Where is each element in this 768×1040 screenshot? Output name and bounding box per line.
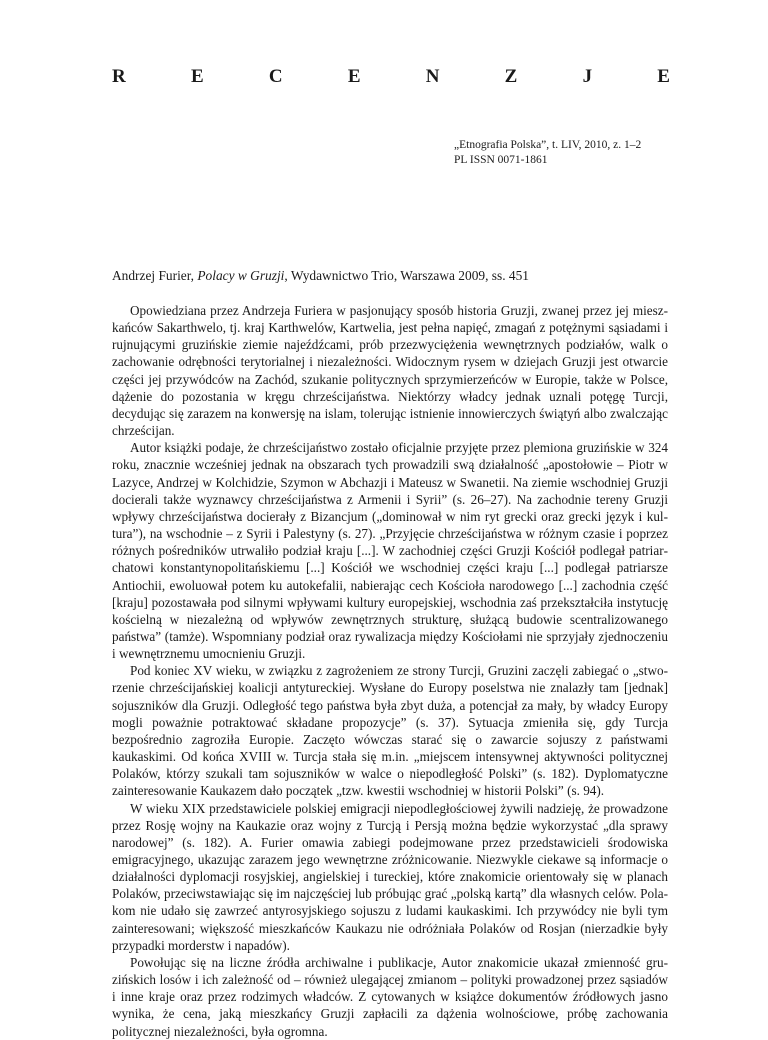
journal-issn: PL ISSN 0071-1861 bbox=[454, 154, 548, 166]
paragraph: Powołując się na liczne źródła archiwalne i publikacje, Autor znakomicie ukazał zmienność gruzińskich losów i ich zależność od – również ulegającej zmianom – polityki prowadzonej przez sąsiadów i inne kraje oraz przez rodzimych władców. Z cytowanych w książce dokumentów źródłowych jasno wynika, że cena, jaką mieszkańcy Gruzji zapłacili za dążenia wolnościowe, próbę zachowania politycznej niezależności, była ogromna. bbox=[112, 954, 668, 1039]
book-title: Polacy w Gruzji bbox=[197, 268, 285, 283]
journal-citation bbox=[454, 138, 641, 168]
heading-letter: N bbox=[425, 66, 440, 87]
paragraph: Pod koniec XV wieku, w związku z zagrożeniem ze strony Turcji, Gruzini zaczęli zabiegać o „stworzenie chrześcijańskiej koalicji antytureckiej. Wysłane do Europy poselstwa nie znalazły tam [jednak] sojuszników dla Gruzji. Odległość tego państwa była zbyt duża, a potencjał za mały, by władcy Europy mogli poważnie potraktować składane propozycje” (s. 37). Sytuacja zmieniła się, gdy Turcja bezpośrednio zagroziła Europie. Zaczęto wówczas starać się o zawarcie sojuszy z państwami kaukaskimi. Od końca XVIII w. Turcja stała się m.in. „miejscem intensywnej aktywności politycznej Polaków, którzy szukali tam sojuszników w walce o niepodległość Polski” (s. 182). Dyplomatyczne zainteresowanie Kaukazem dało początek „tzw. kwestii wschodniej w historii Polski” (s. 94). bbox=[112, 663, 668, 799]
review-body bbox=[112, 302, 668, 1040]
book-publisher: , Wydawnictwo Trio, Warszawa 2009, ss. 451 bbox=[284, 268, 529, 283]
paragraph: Opowiedziana przez Andrzeja Furiera w pasjonujący sposób historia Gruzji, zwanej przez jej mieszkańców Sakarthwelo, tj. kraj Karthwelów, Kartwelia, jest pełna napięć, zmagań z potężnymi sąsiadami i rujnującymi gruzińskie ziemie najeźdźcami, prób przezwyciężenia wewnętrznych podziałów, walk o zachowanie odrębności terytorialnej i niezależności. Widocznym rysem w dziejach Gruzji jest otwarcie części jej przywódców na Zachód, szukanie politycznych sprzymierzeńców w Europie, także w Polsce, dążenie do pozostania w kręgu chrześcijaństwa. Niektórzy władcy jednak uznali potęgę Turcji, decydując się zarazem na konwersję na islam, tolerując istnienie innowierczych świątyń albo zwalczając chrześcijan. bbox=[112, 303, 668, 439]
review-citation bbox=[112, 267, 672, 284]
book-author: Andrzej Furier, bbox=[112, 268, 198, 283]
heading-letter: E bbox=[657, 66, 670, 87]
heading-letter: J bbox=[582, 66, 593, 87]
journal-issue: „Etnografia Polska”, t. LIV, 2010, z. 1–2 bbox=[454, 139, 642, 151]
section-heading bbox=[112, 66, 670, 92]
heading-letter: E bbox=[190, 66, 204, 87]
paragraph: W wieku XIX przedstawiciele polskiej emigracji niepodległościowej żywili nadzieję, że prowadzone przez Rosję wojny na Kaukazie oraz wojny z Turcją i Persją można będzie wykorzystać „dla sprawy narodowej” (s. 182). A. Furier omawia zabiegi podejmowane przez przedstawicieli środowiska emigracyjnego, ukazując zarazem jego wewnętrzne zróżnicowanie. Niezwykle ciekawe są informacje o działalności dyplomacji rosyjskiej, angielskiej i tureckiej, które znakomicie orientowały się w planach Polaków, przeciwstawiając się im najczęściej lub próbując grać „polską kartą” dla własnych celów. Polakom nie udało się zawrzeć antyrosyjskiego sojuszu z ludami kaukaskimi. Ich przywódcy nie byli tym zainteresowani; większość mieszkańców Kaukazu nie odróżniała Polaków od Rosjan (nierzadkie były przypadki morderstw i napadów). bbox=[112, 800, 668, 953]
heading-letter: R bbox=[112, 66, 126, 87]
heading-letter: C bbox=[268, 66, 283, 87]
paragraph: Autor książki podaje, że chrześcijaństwo zostało oficjalnie przyjęte przez plemiona gruzińskie w 324 roku, znacznie wcześniej jednak na obszarach tych prowadzili swą działalność „apostołowie – Piotr w Lazyce, Andrzej w Kolchidzie, Szymon w Abchazji i Mateusz w Swanetii. Na ziemie wschodniej Gruzji docierali także wyznawcy chrześcijaństwa z Armenii i Syrii” (s. 26–27). Na zachodnie tereny Gruzji wpływy chrześcijaństwa docierały z Bizancjum („dominował w nim ryt grecki oraz grecki język i kultura”), na wschodnie – z Syrii i Palestyny (s. 27). „Przyjęcie chrześcijaństwa w różnym czasie i poprzez różnych pośredników utrwaliło podział kraju [...]. W zachodniej części Gruzji Kościół podlegał patriarchatowi konstantynopolitańskiemu [...] Kościół we wschodniej części kraju [...] podlegał patriarsze Antiochii, ewoluował potem ku autokefalii, nabierając cech Kościoła narodowego [...] zachodnia część [kraju] pozostawała pod silnymi wpływami kultury europejskiej, wschodnia zaś przekształciła instytucję kościelną w niezależną od wpływów zewnętrznych strukturę, służącą budowie scentralizowanego państwa” (tamże). Wspomniany podział oraz rywalizacja między Kościołami nie sprzyjały zjednoczeniu i wewnętrznemu umocnieniu Gruzji. bbox=[112, 440, 668, 662]
heading-letter: Z bbox=[504, 66, 518, 87]
heading-letter: E bbox=[347, 66, 361, 87]
